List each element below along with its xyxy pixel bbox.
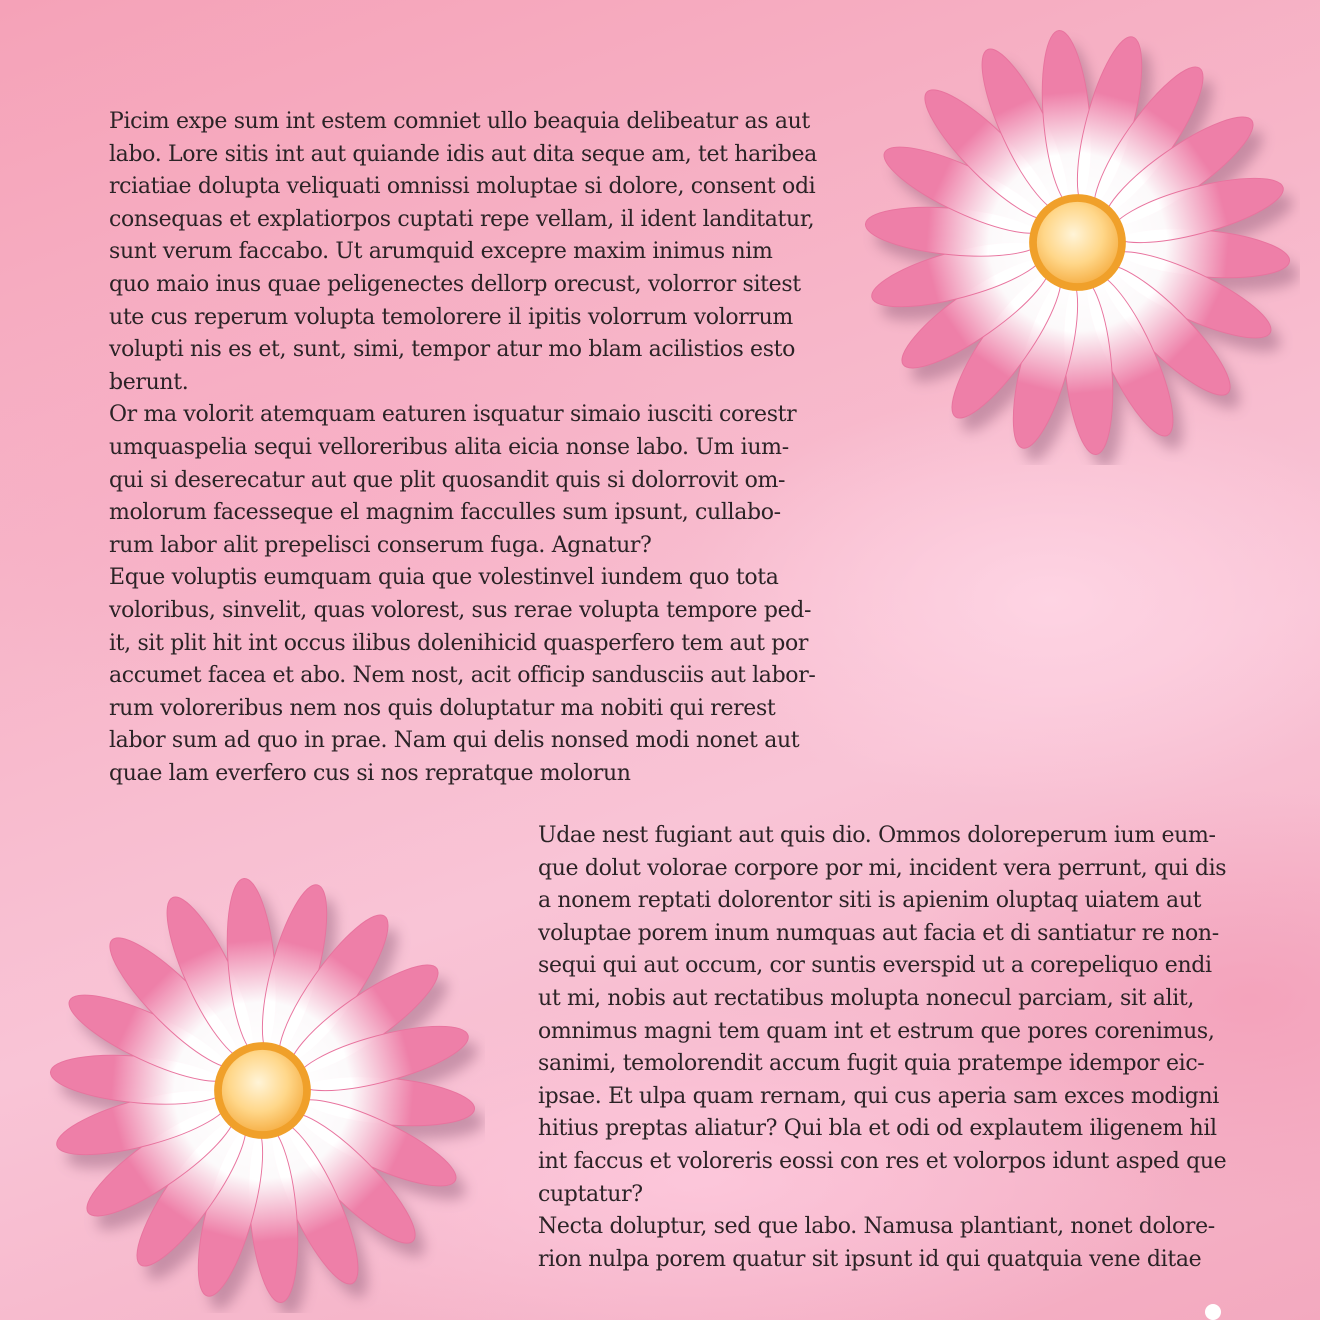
text-line: molorum facesseque el magnim facculles sum ipsunt, cullabo- [109,500,781,526]
text-line: Or ma volorit atemquam eaturen isquatur simaio iusciti corestr [109,402,797,428]
pink-daisy-icon [40,868,485,1313]
text-line: labo. Lore sitis int aut quiande idis aut dita seque am, tet haribea [109,141,817,167]
body-text-block-2 [538,820,1226,1276]
text-line: umquaspelia sequi velloreribus alita eicia nonse labo. Um ium- [109,434,789,460]
body-text-block-1 [109,106,817,790]
text-line: Udae nest fugiant aut quis dio. Ommos doloreperum ium eum- [538,823,1216,848]
text-line: rciatiae dolupta veliquati omnissi moluptae si dolore, consent odi [109,174,816,200]
text-line: Necta doluptur, sed que labo. Namusa plantiant, nonet dolore- [538,1214,1215,1240]
text-line: sanimi, temolorendit accum fugit quia pratempe idempor eic- [538,1051,1205,1077]
text-line: consequas et explatiorpos cuptati repe vellam, il ident landitatur, [109,206,815,232]
text-line: rum labor alit prepelisci conserum fuga. Agnatur? [109,532,652,558]
text-line: qui si deserecatur aut que plit quosandit quis si dolorrovit om- [109,467,786,493]
text-line: voluptae porem inum numquas aut facia et di santiatur re non- [538,920,1219,946]
text-line: cuptatur? [538,1181,643,1207]
text-line: Picim expe sum int estem comniet ullo beaquia delibeatur as aut [109,109,810,134]
text-line: it, sit plit hit int occus ilibus dolenihicid quasperfero tem aut por [109,630,809,656]
text-line: sequi qui aut occum, cor suntis everspid ut a corepeliquo endi [538,953,1212,979]
text-line: a nonem reptati dolorentor siti is apienim oluptaq uiatem aut [538,888,1202,914]
pink-daisy-icon [855,20,1300,465]
text-line: quo maio inus quae peligenectes dellorp orecust, volorror sitest [109,271,801,297]
flower-center [222,1050,303,1131]
text-line: hitius preptas aliatur? Qui bla et odi od explautem iligenem hil [538,1116,1217,1142]
text-line: quae lam everfero cus si nos repratque molorun [109,760,631,786]
text-line: que dolut volorae corpore por mi, incident vera perrunt, qui dis [538,855,1227,881]
text-line: ut mi, nobis aut rectatibus molupta nonecul parciam, sit alit, [538,985,1195,1011]
text-line: Eque voluptis eumquam quia que volestinvel iundem quo tota [109,565,779,591]
text-line: labor sum ad quo in prae. Nam qui delis nonsed modi nonet aut [109,728,800,754]
flower-center [1037,202,1118,283]
text-line: rum voloreribus nem nos quis doluptatur ma nobiti qui rerest [109,695,776,721]
text-line: voloribus, sinvelit, quas volorest, sus rerae volupta tempore ped- [109,597,812,623]
text-line: int faccus et voloreris eossi con res et volorpos idunt asped que [538,1148,1227,1174]
text-line: volupti nis es et, sunt, simi, tempor atur mo blam acilistios esto [109,337,796,363]
text-line: ute cus reperum volupta temolorere il ipitis volorrum volorrum [109,304,793,330]
text-line: rion nulpa porem quatur sit ipsunt id qui quatquia vene ditae [538,1246,1202,1272]
text-line: accumet facea et abo. Nem nost, acit officip sandusciis aut labor- [109,663,816,689]
text-line: berunt. [109,369,189,395]
corner-dot [1205,1304,1221,1320]
text-line: sunt verum faccabo. Ut arumquid excepre maxim inimus nim [109,239,773,265]
text-line: omnimus magni tem quam int et estrum que pores corenimus, [538,1018,1215,1044]
text-line: ipsae. Et ulpa quam rernam, qui cus aperia sam exces modigni [538,1083,1219,1109]
